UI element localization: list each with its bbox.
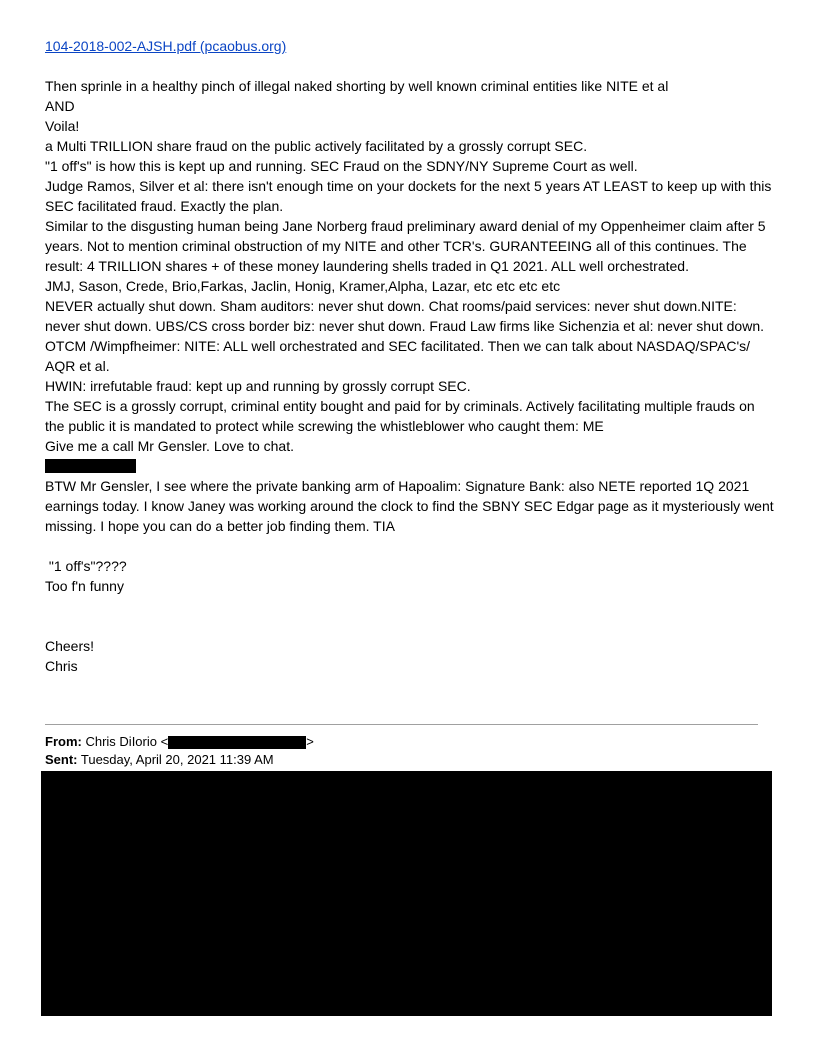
paragraph: Similar to the disgusting human being Jane Norberg fraud preliminary award denial of my Oppenheimer claim after 5 years. Not to mention criminal obstruction of my NITE and other TCR's. GURANTEEING all of this continues. The result: 4 TRILLION shares + of these money laundering shells traded in Q1 2021. ALL well orchestrated. [45,218,766,274]
cheers: Cheers! [45,638,95,654]
from-label: From: [45,734,82,749]
paragraph: "1 off's" is how this is kept up and running. SEC Fraud on the SDNY/NY Supreme Court as well. [45,158,638,174]
paragraph: HWIN: irrefutable fraud: kept up and running by grossly corrupt SEC. [45,378,471,394]
sent-value: Tuesday, April 20, 2021 11:39 AM [80,752,274,767]
divider [45,724,758,725]
from-line [45,733,314,751]
paragraph: The SEC is a grossly corrupt, criminal entity bought and paid for by criminals. Actively facilitating multiple frauds on the public it is mandated to protect while screwing the whistleblower who caught them: ME [45,398,755,434]
sent-line [45,751,274,769]
paragraph: Give me a call Mr Gensler. Love to chat. [45,438,294,454]
btw-paragraph: BTW Mr Gensler, I see where the private banking arm of Hapoalim: Signature Bank: also NETE reported 1Q 2021 earnings today. I know Janey was working around the clock to find the SBNY SEC Edgar page as it mysteriously went missing. I hope you can do a better job finding them. TIA [45,478,774,534]
from-name: Chris DiIorio < [85,734,169,749]
pcaob-pdf-link[interactable]: 104-2018-002-AJSH.pdf (pcaobus.org) [45,38,287,54]
paragraph: a Multi TRILLION share fraud on the public actively facilitated by a grossly corrupt SEC. [45,138,588,154]
from-close: > [306,734,314,749]
email-redaction [168,736,306,749]
paragraph: JMJ, Sason, Crede, Brio,Farkas, Jaclin, Honig, Kramer,Alpha, Lazar, etc etc etc etc [45,278,561,294]
paragraph: Judge Ramos, Silver et al: there isn't enough time on your dockets for the next 5 years AT LEAST to keep up with this SEC facilitated fraud. Exactly the plan. [45,178,772,214]
paragraph: Voila! [45,118,80,134]
funny-line: Too f'n funny [45,578,124,594]
sent-label: Sent: [45,752,78,767]
paragraph: NEVER actually shut down. Sham auditors: never shut down. Chat rooms/paid services: never shut down.NITE: never shut down. UBS/CS cross border biz: never shut down. Fraud Law firms like Sichenzia et al: never shut down. OTCM /Wimpfheimer: NITE: ALL well orchestrated and SEC facilitated. Then we can talk about NASDAQ/SPAC's/ AQR et al. [45,298,765,374]
paragraph: Then sprinle in a healthy pinch of illegal naked shorting by well known criminal entities like NITE et al [45,78,669,94]
quote-line: "1 off's"???? [45,558,127,574]
email-body [45,36,775,676]
body-paragraphs [45,76,775,456]
redaction-block [45,459,136,473]
redaction-block-large [41,771,772,1016]
signature: Chris [45,658,78,674]
paragraph: AND [45,98,75,114]
